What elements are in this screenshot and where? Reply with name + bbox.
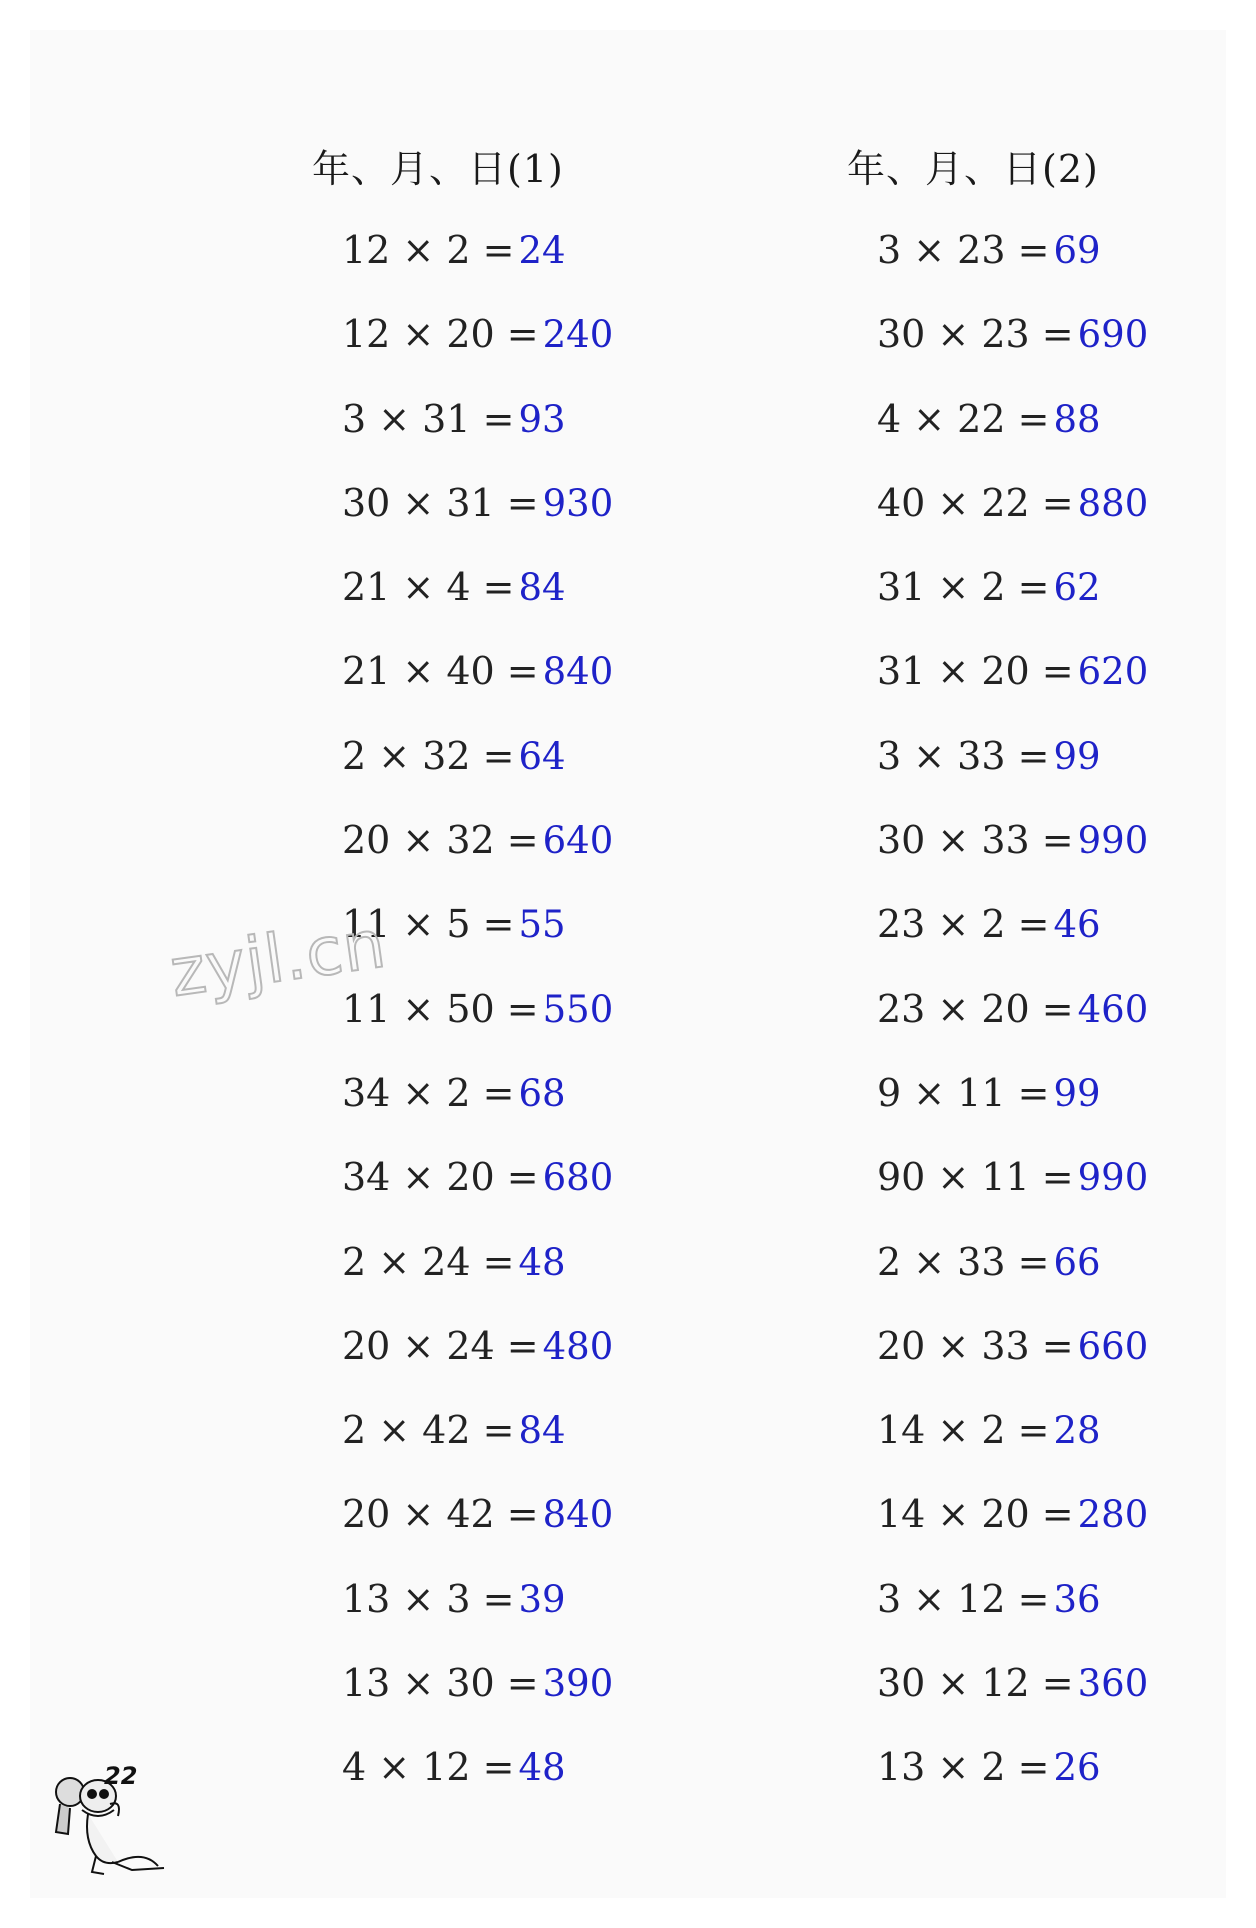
equation-answer: 930: [542, 481, 614, 525]
equation-answer: 55: [518, 903, 566, 947]
equation-answer: 62: [1053, 566, 1101, 610]
equation-row: [877, 478, 1148, 562]
equation-answer: 620: [1077, 650, 1149, 694]
equation-answer: 88: [1053, 397, 1101, 441]
equation-row: [877, 1321, 1148, 1405]
equation-row: [877, 1658, 1148, 1742]
equation-answer: 840: [542, 650, 614, 694]
equation-expression: 4 × 12 =: [342, 1745, 515, 1790]
equation-row: [342, 309, 613, 393]
equation-expression: 13 × 3 =: [342, 1576, 515, 1621]
equation-row: [877, 1237, 1148, 1321]
equation-row: [877, 899, 1148, 983]
equation-row: [877, 646, 1148, 730]
equation-row: [342, 1658, 613, 1742]
equation-row: [877, 309, 1148, 393]
equation-answer: 36: [1053, 1577, 1101, 1621]
equation-row: [342, 562, 613, 646]
equation-answer: 48: [518, 1746, 566, 1790]
right-column-rows: [877, 225, 1148, 1827]
equation-expression: 23 × 20 =: [877, 986, 1074, 1031]
equation-answer: 990: [1077, 819, 1149, 863]
equation-expression: 2 × 33 =: [877, 1239, 1050, 1284]
equation-row: [342, 646, 613, 730]
equation-expression: 13 × 2 =: [877, 1745, 1050, 1790]
equation-row: [342, 1237, 613, 1321]
equation-row: [342, 1742, 613, 1826]
equation-expression: 34 × 20 =: [342, 1155, 539, 1200]
equation-expression: 11 × 50 =: [342, 986, 539, 1031]
equation-expression: 13 × 30 =: [342, 1661, 539, 1706]
equation-expression: 21 × 4 =: [342, 565, 515, 610]
equation-answer: 99: [1053, 1071, 1101, 1115]
equation-expression: 12 × 20 =: [342, 312, 539, 357]
equation-row: [877, 1152, 1148, 1236]
equation-row: [342, 1574, 613, 1658]
equation-expression: 90 × 11 =: [877, 1155, 1074, 1200]
equation-row: [342, 1489, 613, 1573]
equation-expression: 20 × 32 =: [342, 818, 539, 863]
equation-answer: 48: [518, 1240, 566, 1284]
equation-row: [342, 984, 613, 1068]
equation-row: [342, 1321, 613, 1405]
equation-answer: 24: [518, 229, 566, 272]
equation-answer: 390: [542, 1662, 614, 1706]
equation-row: [342, 225, 613, 309]
equation-row: [877, 731, 1148, 815]
equation-row: [877, 984, 1148, 1068]
equation-row: [877, 1068, 1148, 1152]
equation-expression: 9 × 11 =: [877, 1070, 1050, 1115]
right-column-title: 年、月、日(2): [847, 147, 1099, 191]
equation-answer: 360: [1077, 1662, 1149, 1706]
page-number: 22: [104, 1762, 138, 1790]
left-column-title: 年、月、日(1): [312, 147, 564, 191]
equation-expression: 12 × 2 =: [342, 228, 515, 272]
equation-expression: 31 × 20 =: [877, 649, 1074, 694]
equation-expression: 3 × 12 =: [877, 1576, 1050, 1621]
equation-answer: 460: [1077, 987, 1149, 1031]
equation-row: [877, 1405, 1148, 1489]
equation-row: [342, 394, 613, 478]
equation-answer: 84: [518, 566, 566, 610]
equation-answer: 480: [542, 1324, 614, 1368]
equation-expression: 4 × 22 =: [877, 396, 1050, 441]
equation-expression: 31 × 2 =: [877, 565, 1050, 610]
equation-row: [342, 815, 613, 899]
equation-expression: 20 × 33 =: [877, 1323, 1074, 1368]
equation-expression: 20 × 24 =: [342, 1323, 539, 1368]
equation-expression: 40 × 22 =: [877, 480, 1074, 525]
equation-answer: 28: [1053, 1409, 1101, 1453]
equation-expression: 30 × 33 =: [877, 818, 1074, 863]
equation-expression: 2 × 42 =: [342, 1408, 515, 1453]
equation-answer: 68: [518, 1071, 566, 1115]
equation-expression: 2 × 32 =: [342, 733, 515, 778]
equation-answer: 69: [1053, 229, 1101, 272]
equation-answer: 640: [542, 819, 614, 863]
equation-row: [877, 1742, 1148, 1826]
equation-expression: 3 × 31 =: [342, 396, 515, 441]
equation-answer: 990: [1077, 1156, 1149, 1200]
equation-expression: 14 × 20 =: [877, 1492, 1074, 1537]
equation-expression: 23 × 2 =: [877, 902, 1050, 947]
equation-answer: 99: [1053, 734, 1101, 778]
equation-expression: 30 × 31 =: [342, 480, 539, 525]
equation-row: [342, 478, 613, 562]
equation-row: [342, 1068, 613, 1152]
equation-row: [877, 1574, 1148, 1658]
equation-answer: 93: [518, 397, 566, 441]
equation-expression: 3 × 33 =: [877, 733, 1050, 778]
equation-expression: 34 × 2 =: [342, 1070, 515, 1115]
equation-expression: 2 × 24 =: [342, 1239, 515, 1284]
equation-answer: 880: [1077, 481, 1149, 525]
equation-row: [877, 1489, 1148, 1573]
equation-expression: 30 × 23 =: [877, 312, 1074, 357]
equation-answer: 66: [1053, 1240, 1101, 1284]
watermark: zyjl.cn: [165, 905, 391, 1012]
equation-answer: 680: [542, 1156, 614, 1200]
equation-expression: 14 × 2 =: [877, 1408, 1050, 1453]
equation-row: [877, 394, 1148, 478]
equation-answer: 690: [1077, 313, 1149, 357]
equation-expression: 11 × 5 =: [342, 902, 515, 947]
equation-expression: 30 × 12 =: [877, 1661, 1074, 1706]
equation-answer: 240: [542, 313, 614, 357]
equation-answer: 64: [518, 734, 566, 778]
equation-row: [342, 1152, 613, 1236]
equation-answer: 840: [542, 1493, 614, 1537]
equation-answer: 26: [1053, 1746, 1101, 1790]
worksheet-page: [30, 30, 1226, 1898]
left-column-rows: [342, 225, 613, 1827]
equation-row: [877, 225, 1148, 309]
equation-expression: 3 × 23 =: [877, 228, 1050, 272]
equation-answer: 280: [1077, 1493, 1149, 1537]
equation-expression: 21 × 40 =: [342, 649, 539, 694]
equation-answer: 660: [1077, 1324, 1149, 1368]
equation-answer: 46: [1053, 903, 1101, 947]
equation-answer: 84: [518, 1409, 566, 1453]
equation-expression: 20 × 42 =: [342, 1492, 539, 1537]
equation-row: [342, 1405, 613, 1489]
equation-answer: 550: [542, 987, 614, 1031]
equation-row: [877, 815, 1148, 899]
equation-row: [342, 731, 613, 815]
equation-answer: 39: [518, 1577, 566, 1621]
equation-row: [877, 562, 1148, 646]
